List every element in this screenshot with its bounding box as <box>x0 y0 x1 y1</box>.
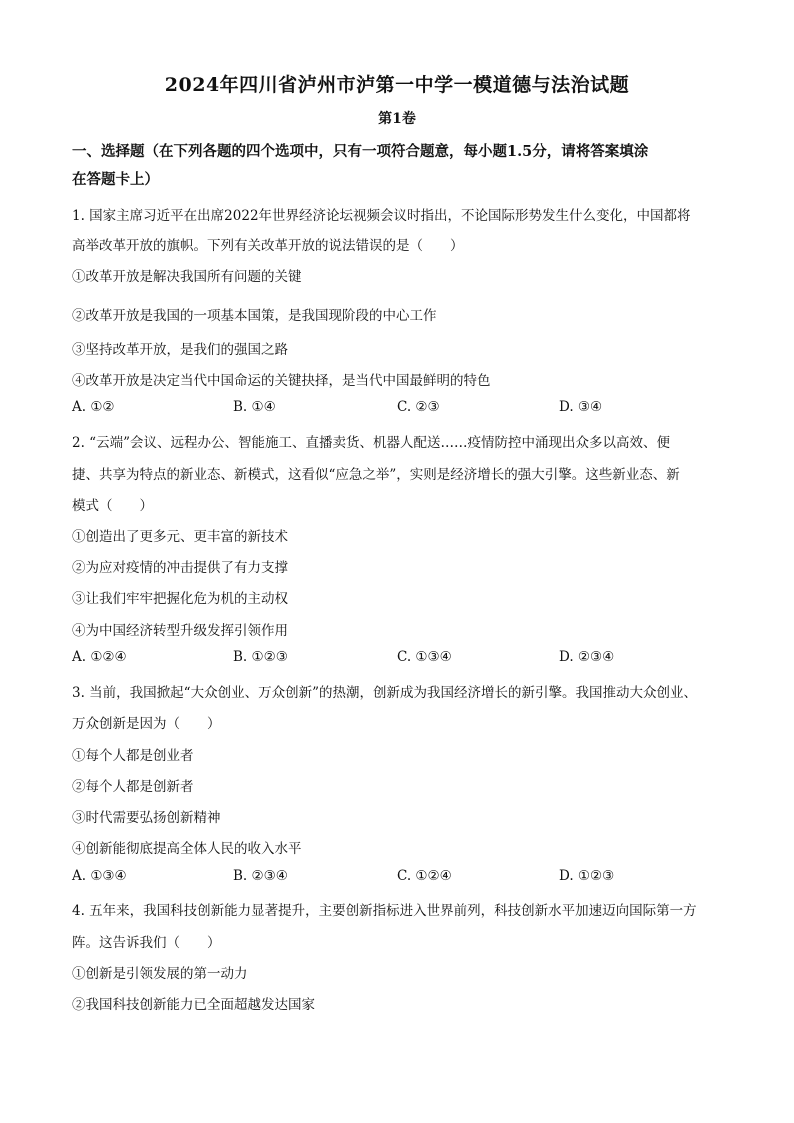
q3-statement-1: ①每个人都是创业者 <box>72 748 194 764</box>
q3-option-b[interactable]: B. ②③④ <box>233 868 288 884</box>
q4-statement-2: ②我国科技创新能力已全面超越发达国家 <box>72 997 315 1013</box>
q1-option-b[interactable]: B. ①④ <box>233 399 276 415</box>
q3-statement-4: ④创新能彻底提高全体人民的收入水平 <box>72 841 302 857</box>
q2-option-c[interactable]: C. ①③④ <box>397 649 452 665</box>
q4-stem-line-1: 4. 五年来，我国科技创新能力显著提升，主要创新指标进入世界前列，科技创新水平加速迈向国际第一方 <box>72 903 697 919</box>
q2-options <box>72 649 732 669</box>
section-heading-line-2: 在答题卡上） <box>72 171 159 188</box>
q2-stem-line-2: 捷、共享为特点的新业态、新模式，这看似“应急之举”，实则是经济增长的强大引擎。这些新业态、新 <box>72 467 680 483</box>
q2-option-b[interactable]: B. ①②③ <box>233 649 288 665</box>
q1-statement-1: ①改革开放是解决我国所有问题的关键 <box>72 269 302 285</box>
q3-statement-2: ②每个人都是创新者 <box>72 779 194 795</box>
q2-statement-3: ③让我们牢牢把握化危为机的主动权 <box>72 591 288 607</box>
q3-stem-line-2: 万众创新是因为（ ） <box>72 716 221 732</box>
q3-options <box>72 868 732 888</box>
q1-option-d[interactable]: D. ③④ <box>559 399 603 415</box>
q3-statement-3: ③时代需要弘扬创新精神 <box>72 810 221 826</box>
q1-stem-line-2: 高举改革开放的旗帜。下列有关改革开放的说法错误的是（ ） <box>72 238 464 254</box>
q1-option-c[interactable]: C. ②③ <box>397 399 440 415</box>
q2-statement-1: ①创造出了更多元、更丰富的新技术 <box>72 529 288 545</box>
q3-option-c[interactable]: C. ①②④ <box>397 868 452 884</box>
q3-stem-line-1: 3. 当前，我国掀起“大众创业、万众创新”的热潮，创新成为我国经济增长的新引擎。我国推动大众创业、 <box>72 685 697 701</box>
volume-label: 第1卷 <box>378 111 416 127</box>
q2-option-a[interactable]: A. ①②④ <box>72 649 127 665</box>
q2-option-d[interactable]: D. ②③④ <box>559 649 615 665</box>
q1-stem-line-1: 1. 国家主席习近平在出席2022年世界经济论坛视频会议时指出，不论国际形势发生什么变化，中国都将 <box>72 208 691 224</box>
q1-options <box>72 399 732 419</box>
q4-stem-line-2: 阵。这告诉我们（ ） <box>72 935 221 951</box>
q1-option-a[interactable]: A. ①② <box>72 399 115 415</box>
q1-statement-4: ④改革开放是决定当代中国命运的关键抉择，是当代中国最鲜明的特色 <box>72 373 491 389</box>
q3-option-d[interactable]: D. ①②③ <box>559 868 615 884</box>
q1-statement-2: ②改革开放是我国的一项基本国策，是我国现阶段的中心工作 <box>72 308 437 324</box>
section-heading-line-1: 一、选择题（在下列各题的四个选项中，只有一项符合题意，每小题1.5分，请将答案填涂 <box>72 143 649 160</box>
q2-stem-line-3: 模式（ ） <box>72 498 153 514</box>
q3-option-a[interactable]: A. ①③④ <box>72 868 127 884</box>
q4-statement-1: ①创新是引领发展的第一动力 <box>72 966 248 982</box>
section-heading <box>72 138 732 194</box>
q2-stem-line-1: 2. “云端”会议、远程办公、智能施工、直播卖货、机器人配送……疫情防控中涌现出众多以高效、便 <box>72 435 670 451</box>
q1-statement-3: ③坚持改革开放，是我们的强国之路 <box>72 342 288 358</box>
q2-statement-2: ②为应对疫情的冲击提供了有力支撑 <box>72 560 288 576</box>
q2-statement-4: ④为中国经济转型升级发挥引领作用 <box>72 623 288 639</box>
page-title: 2024年四川省泸州市泸第一中学一模道德与法治试题 <box>164 74 630 96</box>
